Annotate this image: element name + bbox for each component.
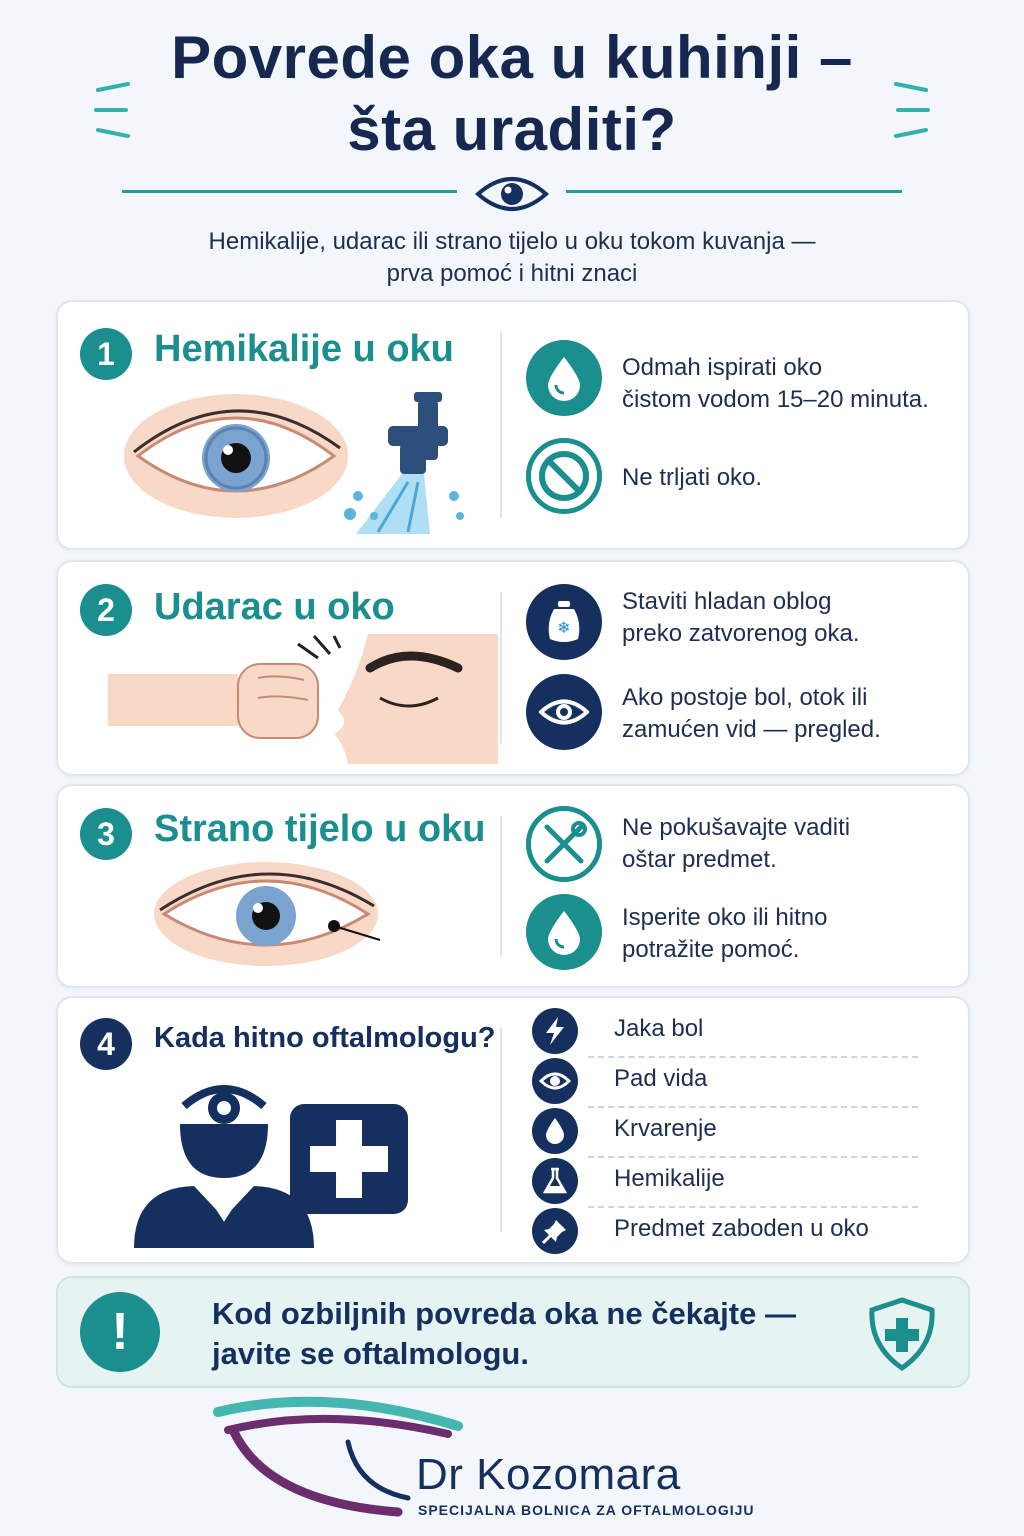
header-divider-left [122, 190, 457, 193]
tip-text [622, 462, 952, 494]
foreign-body-eye-illustration [148, 860, 398, 970]
banner-line-2: javite se oftalmologu. [212, 1336, 529, 1371]
header-divider-right [566, 190, 902, 193]
eye-icon [532, 1058, 578, 1104]
section-heading: Kada hitno oftalmologu? [154, 1022, 496, 1054]
tip-line: Odmah ispirati oko [622, 354, 823, 381]
section-heading: Strano tijelo u oku [154, 808, 486, 850]
title-line-2: šta uraditi? [347, 96, 677, 163]
tip-line: Ako postoje bol, otok ili [622, 684, 868, 711]
doctor-medical-cross-illustration [134, 1068, 414, 1248]
lightning-icon [532, 1008, 578, 1054]
card-divider [500, 592, 502, 744]
eye-icon [474, 170, 550, 218]
section-heading: Hemikalije u oku [154, 328, 454, 370]
no-tools-icon [526, 806, 602, 882]
tip-line: Ne pokušavajte vaditi [622, 814, 851, 841]
tip-line: oštar predmet. [622, 846, 777, 873]
tip-line: zamućen vid — pregled. [622, 716, 881, 743]
decorative-rays-left-icon [92, 80, 132, 140]
sign-label: Predmet zaboden u oko [614, 1215, 869, 1242]
emergency-sign-row [532, 1106, 918, 1156]
page-title [0, 22, 1024, 166]
medical-shield-icon [864, 1296, 940, 1372]
tip-line: potražite pomoć. [622, 936, 800, 963]
tip-text [622, 812, 952, 876]
eye-icon [526, 674, 602, 750]
tip-text [622, 902, 952, 966]
card-divider [500, 816, 502, 956]
section-heading: Udarac u oko [154, 586, 395, 628]
blood-drop-icon [532, 1108, 578, 1154]
emergency-sign-row [532, 1206, 918, 1256]
cold-pack-icon [526, 584, 602, 660]
sign-label: Pad vida [614, 1065, 708, 1092]
subtitle-line-1: Hemikalije, udarac ili strano tijelo u oku tokom kuvanja — [208, 228, 816, 255]
flask-icon [532, 1158, 578, 1204]
exclamation-icon: ! [80, 1292, 160, 1372]
title-line-1: Povrede oka u kuhinji – [171, 24, 853, 91]
section-number: 2 [80, 584, 132, 636]
tip-text [622, 682, 952, 746]
section-impact-card [56, 560, 970, 776]
card-divider [500, 1028, 502, 1232]
section-emergency-card [56, 996, 970, 1264]
banner-line-1: Kod ozbiljnih povreda oka ne čekajte — [212, 1296, 796, 1331]
tip-line: Staviti hladan oblog [622, 588, 832, 615]
punch-to-face-illustration [108, 634, 498, 764]
warning-banner [56, 1276, 970, 1388]
section-number: 1 [80, 328, 132, 380]
clinic-tagline: SPECIJALNA BOLNICA ZA OFTALMOLOGIJU [418, 1502, 755, 1518]
subtitle-line-2: prva pomoć i hitni znaci [386, 260, 638, 287]
tip-line: preko zatvorenog oka. [622, 620, 860, 647]
banner-text [212, 1294, 852, 1374]
section-chemicals-card [56, 300, 970, 550]
sign-label: Jaka bol [614, 1015, 704, 1042]
clinic-name: Dr Kozomara [416, 1450, 681, 1499]
emergency-sign-row [532, 1156, 918, 1206]
water-drop-icon [526, 340, 602, 416]
eye-rinsing-illustration [118, 386, 468, 536]
pin-icon [532, 1208, 578, 1254]
tip-line: čistom vodom 15–20 minuta. [622, 386, 929, 413]
emergency-sign-row [532, 1056, 918, 1106]
tip-text [622, 352, 952, 416]
section-foreign-body-card [56, 784, 970, 988]
tip-line: Ne trljati oko. [622, 464, 763, 491]
tip-line: Isperite oko ili hitno [622, 904, 828, 931]
card-divider [500, 332, 502, 518]
section-number: 4 [80, 1018, 132, 1070]
section-number: 3 [80, 808, 132, 860]
subtitle [0, 226, 1024, 290]
tip-text [622, 586, 952, 650]
water-drop-icon [526, 894, 602, 970]
sign-label: Krvarenje [614, 1115, 717, 1142]
sign-label: Hemikalije [614, 1165, 725, 1192]
decorative-rays-right-icon [892, 80, 932, 140]
no-rubbing-icon [526, 438, 602, 514]
svg-text:❄: ❄ [557, 620, 571, 637]
emergency-sign-row [532, 1006, 918, 1056]
